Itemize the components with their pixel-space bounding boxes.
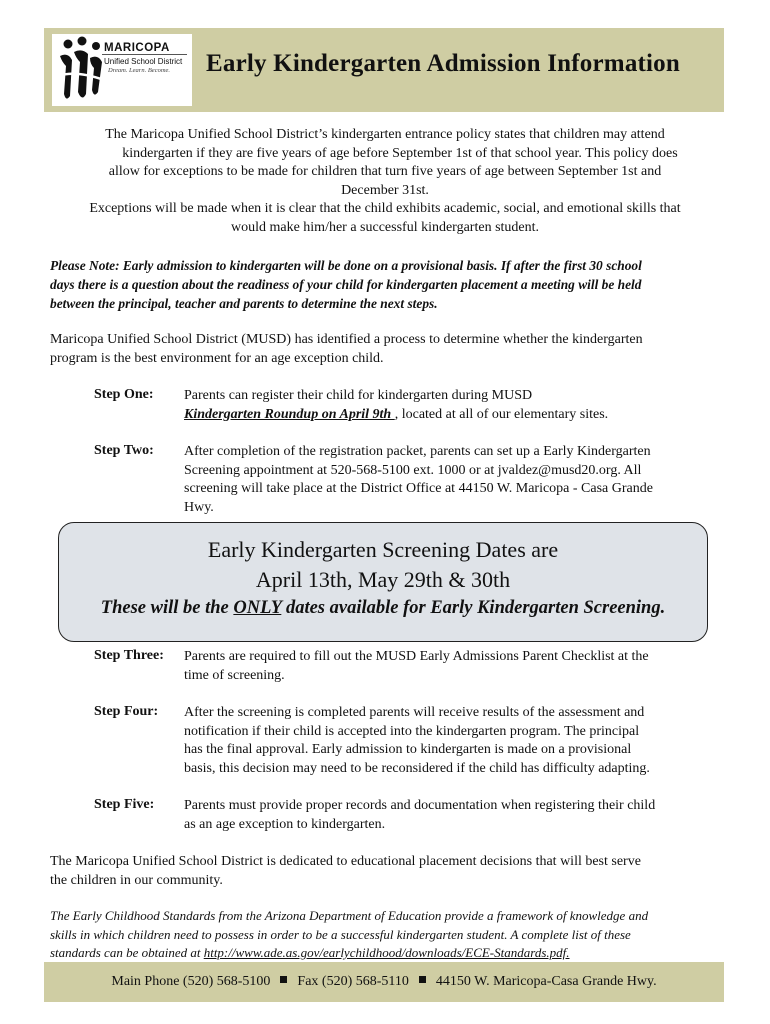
standards-paragraph <box>50 907 740 963</box>
step-one-line: Parents can register their child for kindergarten during MUSD <box>184 388 533 403</box>
screening-note-emphasis: ONLY <box>233 598 282 618</box>
intro-line: December 31st. <box>341 182 429 198</box>
header-banner <box>44 28 724 112</box>
step-one-line-2 <box>184 406 714 425</box>
roundup-link[interactable]: Kindergarten Roundup on April 9th <box>184 406 395 422</box>
step-two-line: After completion of the registration packet, parents can set up a Early Kindergarten <box>184 444 651 459</box>
step-four-line: has the final approval. Early admission to kindergarten is made on a provisional <box>184 742 632 757</box>
logo-subtitle: Unified School District <box>104 57 183 66</box>
step-five-line: as an age exception to kindergarten. <box>184 816 386 832</box>
standards-line: The Early Childhood Standards from the Arizona Department of Education provide a framework of knowledge and <box>50 908 649 923</box>
process-line: program is the best environment for an age exception child. <box>50 350 384 366</box>
screening-dates-box <box>58 522 708 642</box>
process-line: Maricopa Unified School District (MUSD) has identified a process to determine whether the kindergarten <box>50 332 643 347</box>
step-one-line-2-rest: , located at all of our elementary sites. <box>394 406 609 422</box>
standards-line-3 <box>50 944 740 963</box>
closing-line: the children in our community. <box>50 872 223 888</box>
step-five-body <box>184 797 714 834</box>
intro-line: kindergarten if they are five years of age before September 1st of that school year. This policy does <box>122 145 678 161</box>
figures-logo-icon <box>56 36 106 104</box>
district-logo <box>52 34 192 106</box>
screening-note-post: dates available for Early Kindergarten Screening. <box>281 598 666 618</box>
note-line: between the principal, teacher and parents to determine the next steps. <box>50 296 438 311</box>
provisional-note <box>50 256 730 313</box>
logo-tagline: Dream. Learn. Become. <box>108 67 171 74</box>
step-two-line: Screening appointment at 520-568-5100 ext. 1000 or at jvaldez@musd20.org. All <box>184 462 642 478</box>
screening-heading: Early Kindergarten Screening Dates are <box>207 537 559 562</box>
step-five-line: Parents must provide proper records and documentation when registering their child <box>184 798 656 813</box>
screening-note <box>59 598 707 619</box>
step-one-label: Step One: <box>94 387 154 402</box>
footer-banner <box>44 962 724 1002</box>
step-five-label: Step Five: <box>94 797 155 812</box>
intro-line: Exceptions will be made when it is clear that the child exhibits academic, social, and emotional skills that <box>89 201 681 216</box>
step-two-label: Step Two: <box>94 443 154 458</box>
step-three-line: time of screening. <box>184 667 285 683</box>
standards-line: skills in which children need to possess in order to be a successful kindergarten student. A complete list of these <box>50 926 631 942</box>
step-two-line: Hwy. <box>184 499 214 515</box>
step-four-line: After the screening is completed parents will receive results of the assessment and <box>184 705 645 720</box>
step-four-label: Step Four: <box>94 704 159 719</box>
square-bullet-icon <box>419 976 426 983</box>
intro-line: allow for exceptions to be made for children that turn five years of age between September 1st and <box>108 164 662 179</box>
footer-fax: Fax (520) 568-5110 <box>297 974 409 989</box>
step-four-line: basis, this decision may need to be reconsidered if the child has difficulty adapting. <box>184 760 650 776</box>
process-paragraph <box>50 331 730 368</box>
closing-line: The Maricopa Unified School District is dedicated to educational placement decisions that will best serve <box>50 854 641 869</box>
screening-dates: April 13th, May 29th & 30th <box>255 567 511 592</box>
step-three-line: Parents are required to fill out the MUSD Early Admissions Parent Checklist at the <box>184 649 649 664</box>
footer-address: 44150 W. Maricopa-Casa Grande Hwy. <box>435 974 657 989</box>
intro-line: The Maricopa Unified School District’s kindergarten entrance policy states that children may attend <box>105 127 665 142</box>
standards-line-3-pre: standards can be obtained at <box>50 945 204 960</box>
footer-contact <box>44 974 724 990</box>
step-two-line: screening will take place at the District Office at 44150 W. Maricopa - Casa Grande <box>184 481 653 496</box>
intro-paragraph <box>40 126 730 237</box>
square-bullet-icon <box>280 976 287 983</box>
step-three-body <box>184 648 714 685</box>
step-three-label: Step Three: <box>94 648 164 663</box>
closing-paragraph <box>50 853 730 890</box>
step-four-line: notification if their child is accepted into the kindergarten program. The principal <box>184 723 640 739</box>
standards-link[interactable]: http://www.ade.as.gov/earlychildhood/downloads/ECE-Standards.pdf. <box>203 945 570 960</box>
logo-divider <box>102 54 187 55</box>
note-line: Please Note: Early admission to kindergarten will be done on a provisional basis. If after the first 30 school <box>50 258 642 273</box>
intro-line: would make him/her a successful kindergarten student. <box>230 219 540 235</box>
note-line: days there is a question about the readiness of your child for kindergarten placement a meeting will be held <box>50 277 642 292</box>
screening-note-pre: These will be the <box>100 598 234 618</box>
footer-phone: Main Phone (520) 568-5100 <box>111 974 271 989</box>
page-title: Early Kindergarten Admission Information <box>206 50 680 77</box>
step-four-body <box>184 704 714 778</box>
step-one-body <box>184 387 714 424</box>
step-two-body <box>184 443 714 517</box>
logo-name: MARICOPA <box>104 42 170 54</box>
